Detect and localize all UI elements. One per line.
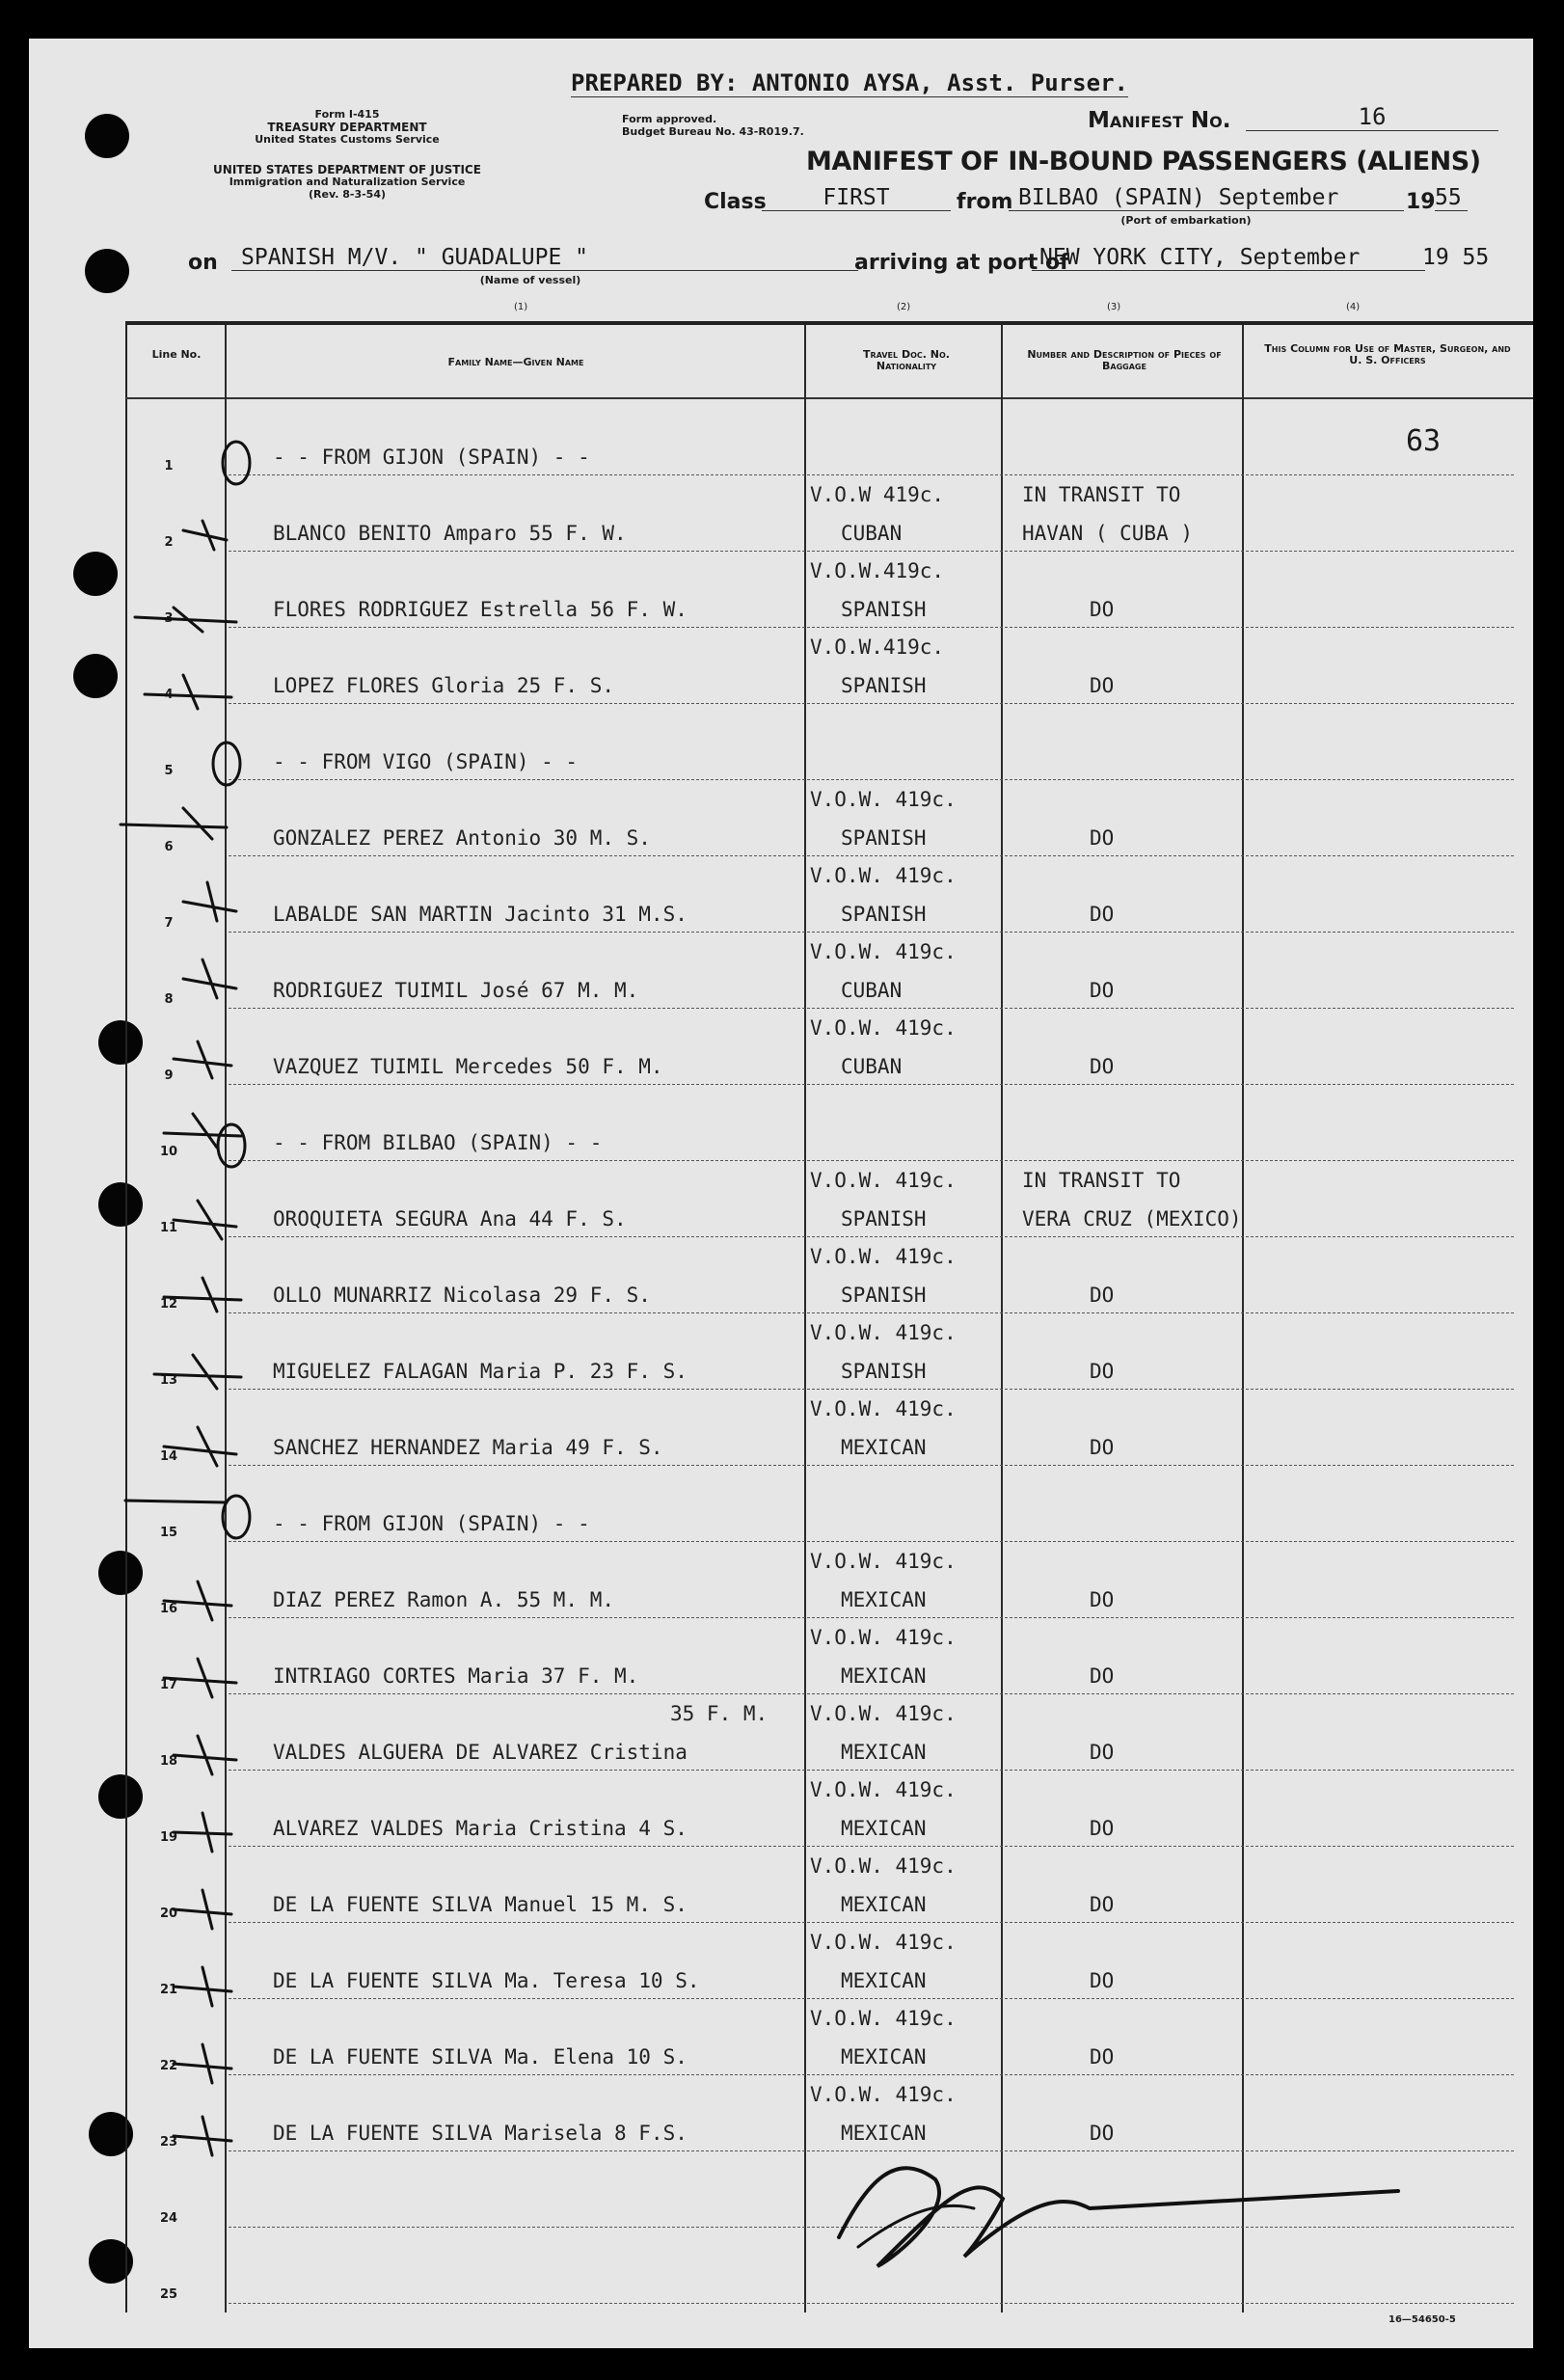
nationality: MEXICAN <box>841 1741 927 1764</box>
row-rule <box>229 1465 1514 1467</box>
passenger-name: GONZALEZ PEREZ Antonio 30 M. S. <box>273 826 651 850</box>
line-number: 22 <box>159 2059 178 2073</box>
nationality: MEXICAN <box>841 1664 927 1688</box>
travel-doc: V.O.W. 419c. <box>810 1931 957 1954</box>
passenger-name: OROQUIETA SEGURA Ana 44 F. S. <box>273 1207 627 1231</box>
column-number-3: (3) <box>1107 302 1121 312</box>
passenger-name: DIAZ PEREZ Ramon A. 55 M. M. <box>273 1588 615 1611</box>
passenger-name: ALVAREZ VALDES Maria Cristina 4 S. <box>273 1817 688 1840</box>
passenger-name: DE LA FUENTE SILVA Ma. Teresa 10 S. <box>273 1969 700 1992</box>
nationality: MEXICAN <box>841 2045 927 2069</box>
baggage-description: DO <box>1090 2122 1115 2145</box>
baggage-description: HAVAN ( CUBA ) <box>1022 522 1194 545</box>
passenger-age-sex: 35 F. M. <box>670 1702 769 1725</box>
travel-doc: V.O.W. 419c. <box>810 1397 957 1420</box>
immigration-service: Immigration and Naturalization Service <box>229 176 466 188</box>
passenger-name: MIGUELEZ FALAGAN Maria P. 23 F. S. <box>273 1360 688 1383</box>
row-rule <box>229 1160 1514 1162</box>
column-number-1: (1) <box>514 302 528 312</box>
travel-doc: V.O.W. 419c. <box>810 788 957 811</box>
line-number: 1 <box>164 459 174 473</box>
nationality: MEXICAN <box>841 1893 927 1916</box>
line-number: 10 <box>159 1145 178 1159</box>
baggage-description: DO <box>1090 1664 1115 1688</box>
footer-code: 16—54650-5 <box>1389 2314 1456 2325</box>
manifest-page <box>29 39 1533 2348</box>
line-number: 5 <box>164 764 174 778</box>
travel-doc: V.O.W. 419c. <box>810 1854 957 1878</box>
column-number-4: (4) <box>1346 302 1361 312</box>
header-line-no: Line No. <box>151 348 202 361</box>
baggage-description: VERA CRUZ (MEXICO) <box>1022 1207 1242 1231</box>
passenger-name: - - FROM BILBAO (SPAIN) - - <box>273 1131 603 1154</box>
line-number: 20 <box>159 1907 178 1921</box>
line-number: 9 <box>164 1068 174 1083</box>
travel-doc: V.O.W. 419c. <box>810 2007 957 2030</box>
column-number-2: (2) <box>897 302 911 312</box>
column-divider <box>1242 325 1244 2312</box>
passenger-name: LABALDE SAN MARTIN Jacinto 31 M.S. <box>273 903 688 926</box>
line-number: 23 <box>159 2135 178 2150</box>
class-label: Class <box>704 190 767 214</box>
row-rule <box>229 2227 1514 2229</box>
passenger-name: FLORES RODRIGUEZ Estrella 56 F. W. <box>273 598 688 621</box>
line-number: 17 <box>159 1678 178 1692</box>
arrival-port: NEW YORK CITY, September <box>1032 245 1425 271</box>
prepared-by: PREPARED BY: ANTONIO AYSA, Asst. Purser. <box>571 69 1128 96</box>
passenger-name: DE LA FUENTE SILVA Ma. Elena 10 S. <box>273 2045 688 2069</box>
line-number: 8 <box>164 992 174 1007</box>
passenger-name: - - FROM GIJON (SPAIN) - - <box>273 1512 590 1535</box>
punch-hole <box>98 1551 143 1595</box>
row-rule <box>229 932 1514 933</box>
row-rule <box>229 2303 1514 2305</box>
nationality: SPANISH <box>841 1360 927 1383</box>
line-number: 21 <box>159 1983 178 1997</box>
baggage-description: DO <box>1090 1284 1115 1307</box>
handwritten-marks <box>29 39 1533 2348</box>
table-header-border <box>125 397 1533 399</box>
baggage-description: DO <box>1090 1817 1115 1840</box>
from-value: BILBAO (SPAIN) September <box>1009 185 1404 211</box>
year-value: 55 <box>1435 185 1468 211</box>
travel-doc: V.O.W.419c. <box>810 636 945 659</box>
column-divider <box>804 325 806 2312</box>
baggage-description: DO <box>1090 1969 1115 1992</box>
punch-hole <box>85 249 129 293</box>
row-rule <box>229 779 1514 781</box>
form-approved: Form approved. <box>622 113 717 125</box>
baggage-description: DO <box>1090 1893 1115 1916</box>
officer-note: 63 <box>1406 424 1442 458</box>
line-number: 15 <box>159 1526 178 1540</box>
row-rule <box>229 474 1514 476</box>
row-rule <box>229 1389 1514 1391</box>
from-label: from <box>957 190 1013 214</box>
travel-doc: V.O.W. 419c. <box>810 940 957 963</box>
nationality: SPANISH <box>841 1284 927 1307</box>
vessel-name: SPANISH M/V. " GUADALUPE " <box>231 245 858 271</box>
nationality: MEXICAN <box>841 1969 927 1992</box>
manifest-number: 16 <box>1246 103 1498 131</box>
passenger-name: RODRIGUEZ TUIMIL José 67 M. M. <box>273 979 639 1002</box>
class-value: FIRST <box>762 185 951 211</box>
baggage-description: DO <box>1090 979 1115 1002</box>
row-rule <box>229 1998 1514 2000</box>
travel-doc: V.O.W. 419c. <box>810 1321 957 1344</box>
row-rule <box>229 1236 1514 1238</box>
travel-doc: V.O.W. 419c. <box>810 1778 957 1801</box>
row-rule <box>229 1846 1514 1848</box>
row-rule <box>229 1922 1514 1924</box>
baggage-description: DO <box>1090 674 1115 697</box>
baggage-description: DO <box>1090 903 1115 926</box>
line-number: 3 <box>164 611 174 626</box>
on-label: on <box>188 251 218 275</box>
budget-bureau: Budget Bureau No. 43-R019.7. <box>622 125 804 138</box>
dept-justice: UNITED STATES DEPARTMENT OF JUSTICE <box>213 163 481 176</box>
punch-hole <box>73 552 118 596</box>
row-rule <box>229 1541 1514 1543</box>
customs-service: United States Customs Service <box>255 133 440 146</box>
line-number: 19 <box>159 1830 178 1845</box>
nationality: CUBAN <box>841 522 903 545</box>
row-rule <box>229 855 1514 857</box>
nationality: SPANISH <box>841 1207 927 1231</box>
travel-doc: V.O.W. 419c. <box>810 1016 957 1040</box>
row-rule <box>229 1617 1514 1619</box>
row-rule <box>229 1312 1514 1314</box>
travel-doc: V.O.W 419c. <box>810 483 945 506</box>
travel-doc: V.O.W.419c. <box>810 559 945 582</box>
passenger-name: - - FROM GIJON (SPAIN) - - <box>273 446 590 469</box>
manifest-label: Manifest No. <box>1088 108 1231 133</box>
nationality: MEXICAN <box>841 1817 927 1840</box>
baggage-note: IN TRANSIT TO <box>1022 483 1181 506</box>
header-baggage: Number and Description of Pieces of Baggage <box>1027 348 1222 372</box>
row-rule <box>229 2150 1514 2152</box>
arriving-label: arriving at port of <box>854 251 1069 275</box>
travel-doc: V.O.W. 419c. <box>810 1550 957 1573</box>
baggage-description: DO <box>1090 1741 1115 1764</box>
line-number: 25 <box>159 2287 178 2302</box>
nationality: CUBAN <box>841 979 903 1002</box>
row-rule <box>229 1693 1514 1695</box>
passenger-name: DE LA FUENTE SILVA Marisela 8 F.S. <box>273 2122 688 2145</box>
row-rule <box>229 703 1514 705</box>
passenger-name: LOPEZ FLORES Gloria 25 F. S. <box>273 674 615 697</box>
revision: (Rev. 8-3-54) <box>308 188 386 201</box>
baggage-description: DO <box>1090 1436 1115 1459</box>
travel-doc: V.O.W. 419c. <box>810 2083 957 2106</box>
manifest-title: MANIFEST OF IN-BOUND PASSENGERS (ALIENS) <box>806 147 1481 176</box>
nationality: MEXICAN <box>841 2122 927 2145</box>
header-doc: Travel Doc. No. Nationality <box>863 348 950 372</box>
form-number: Form I-415 <box>314 108 380 121</box>
line-number: 18 <box>159 1754 178 1769</box>
passenger-name: VALDES ALGUERA DE ALVAREZ Cristina <box>273 1741 688 1764</box>
punch-hole <box>73 654 118 698</box>
baggage-description: DO <box>1090 1055 1115 1078</box>
baggage-description: DO <box>1090 598 1115 621</box>
arrival-year: 19 55 <box>1422 245 1490 270</box>
passenger-name: VAZQUEZ TUIMIL Mercedes 50 F. M. <box>273 1055 663 1078</box>
passenger-name: SANCHEZ HERNANDEZ Maria 49 F. S. <box>273 1436 663 1459</box>
row-rule <box>229 1008 1514 1010</box>
treasury-department: TREASURY DEPARTMENT <box>267 121 427 134</box>
baggage-description: DO <box>1090 826 1115 850</box>
line-number: 14 <box>159 1449 178 1464</box>
punch-hole <box>98 1774 143 1819</box>
travel-doc: V.O.W. 419c. <box>810 864 957 887</box>
row-rule <box>229 627 1514 629</box>
line-number: 6 <box>164 840 174 854</box>
line-number: 16 <box>159 1602 178 1616</box>
line-number: 11 <box>159 1221 178 1235</box>
year-prefix: 19 <box>1406 190 1436 214</box>
travel-doc: V.O.W. 419c. <box>810 1245 957 1268</box>
nationality: SPANISH <box>841 826 927 850</box>
travel-doc: V.O.W. 419c. <box>810 1702 957 1725</box>
passenger-name: - - FROM VIGO (SPAIN) - - <box>273 750 579 773</box>
line-number: 13 <box>159 1373 178 1388</box>
punch-hole <box>85 114 129 158</box>
line-number: 4 <box>164 688 174 702</box>
vessel-caption: (Name of vessel) <box>479 274 581 286</box>
travel-doc: V.O.W. 419c. <box>810 1169 957 1192</box>
table-top-border <box>125 321 1533 325</box>
passenger-name: DE LA FUENTE SILVA Manuel 15 M. S. <box>273 1893 688 1916</box>
header-officers: This Column for Use of Master, Surgeon, and U. S. Officers <box>1264 342 1511 366</box>
line-number: 7 <box>164 916 174 931</box>
line-number: 24 <box>159 2211 178 2226</box>
passenger-name: BLANCO BENITO Amparo 55 F. W. <box>273 522 627 545</box>
baggage-description: DO <box>1090 2045 1115 2069</box>
row-rule <box>229 1084 1514 1086</box>
port-caption: (Port of embarkation) <box>1120 214 1252 227</box>
column-divider <box>1001 325 1003 2312</box>
baggage-description: DO <box>1090 1360 1115 1383</box>
nationality: SPANISH <box>841 674 927 697</box>
baggage-description: DO <box>1090 1588 1115 1611</box>
passenger-name: OLLO MUNARRIZ Nicolasa 29 F. S. <box>273 1284 651 1307</box>
travel-doc: V.O.W. 419c. <box>810 1626 957 1649</box>
header-name: Family Name—Given Name <box>447 356 584 368</box>
punch-hole <box>98 1020 143 1065</box>
line-number: 12 <box>159 1297 178 1312</box>
nationality: MEXICAN <box>841 1588 927 1611</box>
nationality: CUBAN <box>841 1055 903 1078</box>
column-divider <box>225 325 227 2312</box>
row-rule <box>229 2074 1514 2076</box>
baggage-note: IN TRANSIT TO <box>1022 1169 1181 1192</box>
nationality: MEXICAN <box>841 1436 927 1459</box>
nationality: SPANISH <box>841 598 927 621</box>
passenger-name: INTRIAGO CORTES Maria 37 F. M. <box>273 1664 639 1688</box>
row-rule <box>229 1770 1514 1771</box>
line-number: 2 <box>164 535 174 550</box>
nationality: SPANISH <box>841 903 927 926</box>
row-rule <box>229 551 1514 553</box>
